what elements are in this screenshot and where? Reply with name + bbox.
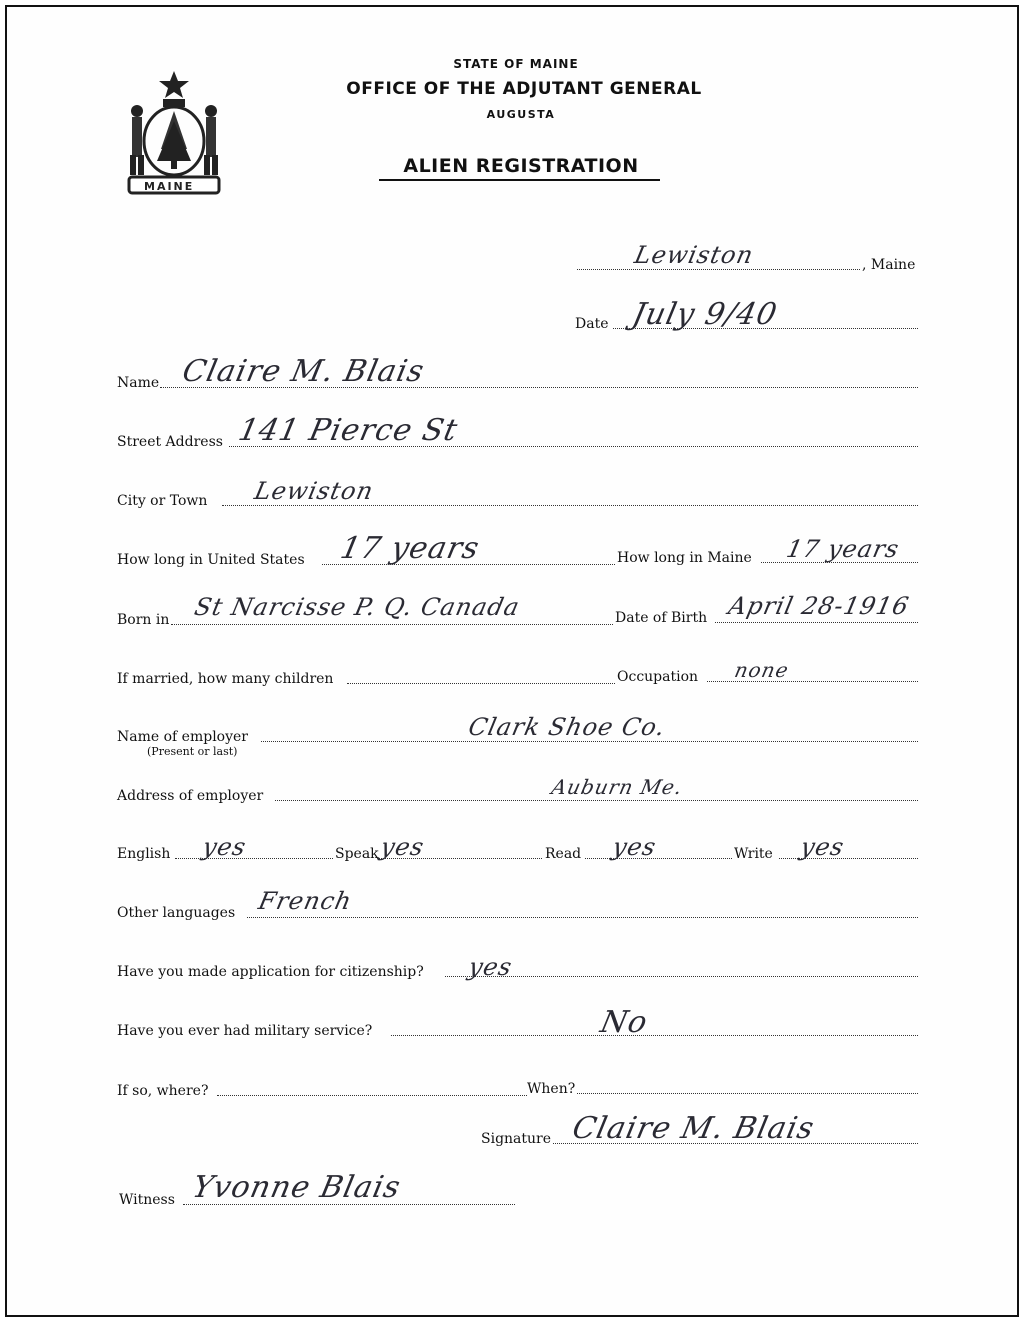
employer-name-line xyxy=(261,741,918,742)
children-label: If married, how many children xyxy=(117,671,334,687)
how-long-us-label: How long in United States xyxy=(117,552,305,568)
date-label: Date xyxy=(575,316,609,332)
signature-field[interactable]: Claire M. Blais xyxy=(569,1111,818,1146)
date-of-birth-label: Date of Birth xyxy=(615,610,708,626)
military-label: Have you ever had military service? xyxy=(117,1023,373,1039)
date-field[interactable]: July 9/40 xyxy=(629,297,781,332)
military-line xyxy=(391,1035,918,1036)
how-long-us-field[interactable]: 17 years xyxy=(337,531,483,566)
write-label: Write xyxy=(734,846,773,862)
employer-name-field[interactable]: Clark Shoe Co. xyxy=(466,713,669,741)
english-line xyxy=(175,858,333,859)
employer-address-label: Address of employer xyxy=(117,788,264,804)
name-field[interactable]: Claire M. Blais xyxy=(179,354,428,389)
signature-label: Signature xyxy=(481,1131,552,1147)
citizenship-field[interactable]: yes xyxy=(466,953,516,981)
read-line xyxy=(585,858,732,859)
city-field[interactable]: Lewiston xyxy=(252,477,377,505)
speak-label: Speak xyxy=(335,846,379,862)
form-page xyxy=(5,5,1019,1317)
born-in-field[interactable]: St Narcisse P. Q. Canada xyxy=(192,593,523,621)
employer-name-label: Name of employer xyxy=(117,729,248,745)
city-line xyxy=(222,505,918,506)
place-field[interactable]: Lewiston xyxy=(632,241,757,269)
header-state: STATE OF MAINE xyxy=(453,57,579,71)
other-languages-line xyxy=(247,917,918,918)
military-field[interactable]: No xyxy=(597,1005,652,1040)
employer-name-note: (Present or last) xyxy=(147,745,238,758)
header-office: OFFICE OF THE ADJUTANT GENERAL xyxy=(346,79,702,99)
occupation-label: Occupation xyxy=(617,669,699,685)
children-line xyxy=(347,683,615,684)
citizenship-line xyxy=(445,976,918,977)
when-line xyxy=(577,1093,918,1094)
seal-banner-text: MAINE xyxy=(144,180,195,193)
english-label: English xyxy=(117,846,171,862)
where-label: If so, where? xyxy=(117,1083,209,1099)
street-address-field[interactable]: 141 Pierce St xyxy=(235,413,462,448)
form-title: ALIEN REGISTRATION xyxy=(403,155,639,177)
name-label: Name xyxy=(117,375,160,391)
title-underline xyxy=(379,179,660,181)
english-field[interactable]: yes xyxy=(200,833,250,861)
occupation-field[interactable]: none xyxy=(732,658,792,682)
how-long-maine-field[interactable]: 17 years xyxy=(784,535,903,563)
read-label: Read xyxy=(545,846,582,862)
when-label: When? xyxy=(527,1081,576,1097)
date-of-birth-line xyxy=(715,622,918,623)
where-line xyxy=(217,1095,527,1096)
how-long-maine-label: How long in Maine xyxy=(617,550,752,566)
speak-field[interactable]: yes xyxy=(378,833,428,861)
maine-suffix-label: , Maine xyxy=(862,257,916,273)
citizenship-label: Have you made application for citizenship? xyxy=(117,964,424,980)
born-in-line xyxy=(171,624,613,625)
employer-address-line xyxy=(275,800,918,801)
born-in-label: Born in xyxy=(117,612,170,628)
other-languages-label: Other languages xyxy=(117,905,236,921)
date-of-birth-field[interactable]: April 28-1916 xyxy=(726,592,912,620)
city-label: City or Town xyxy=(117,493,208,509)
witness-field[interactable]: Yvonne Blais xyxy=(189,1170,404,1205)
other-languages-field[interactable]: French xyxy=(256,887,355,915)
header-city: AUGUSTA xyxy=(486,108,556,121)
read-field[interactable]: yes xyxy=(610,833,660,861)
witness-label: Witness xyxy=(119,1192,175,1208)
street-address-label: Street Address xyxy=(117,434,223,450)
write-field[interactable]: yes xyxy=(798,833,848,861)
place-line xyxy=(577,269,860,270)
employer-address-field[interactable]: Auburn Me. xyxy=(549,775,686,799)
